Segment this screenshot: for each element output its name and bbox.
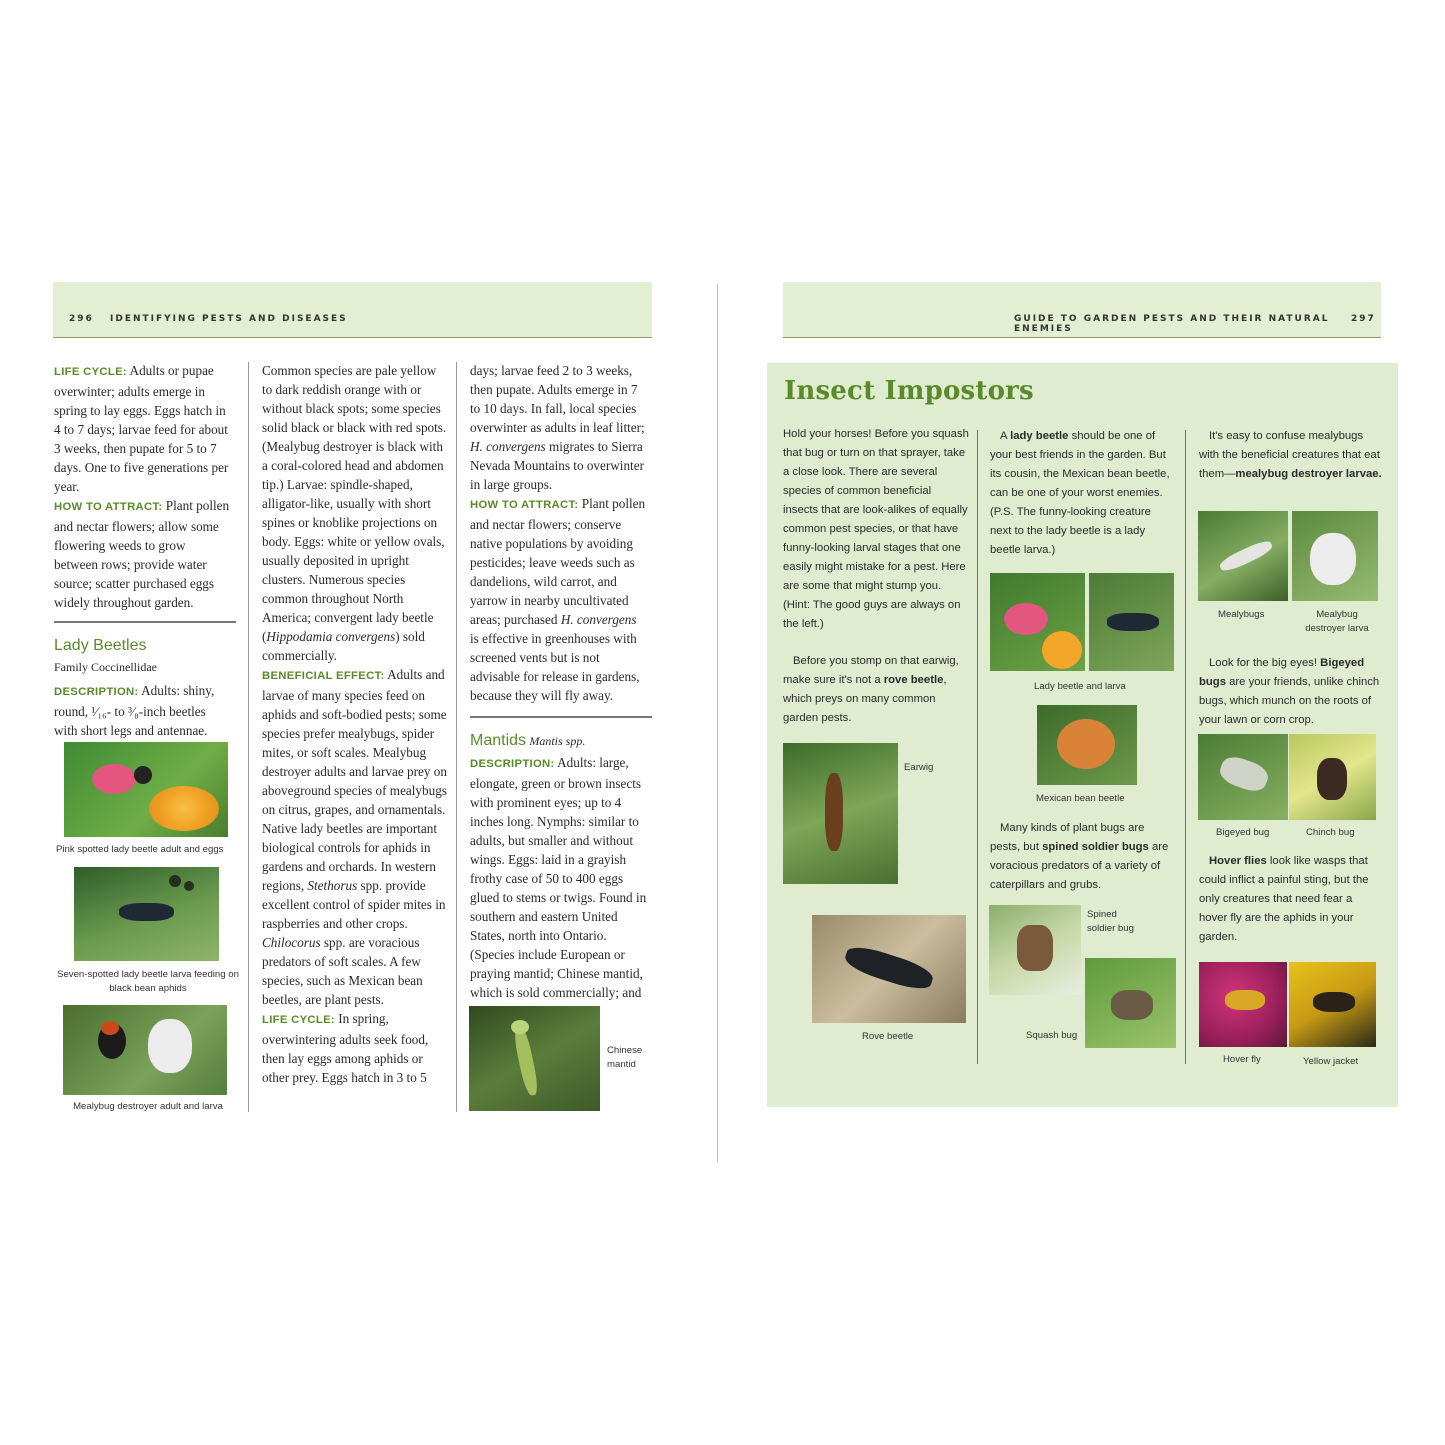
plant-bugs-paragraph: Many kinds of plant bugs are pests, but spined soldier bugs are voracious predators of a variety of caterpillars and grubs. (990, 822, 1169, 891)
left-running-header (53, 282, 652, 338)
pink-lady-beetle-photo (64, 742, 228, 837)
plant-bugs-text (990, 819, 1172, 895)
spined-soldier-bug-caption: Spined soldier bug (1087, 909, 1134, 934)
mealybug-destroyer-caption: Mealybug destroyer adult and larva (73, 1101, 223, 1112)
sidebar-column-1 (783, 425, 969, 728)
sidebar-title: Insect Impostors (784, 376, 1034, 406)
lady-beetles-section (54, 634, 232, 740)
book-spine (717, 284, 718, 1162)
beneficial-effect-paragraph: BENEFICIAL EFFECT: Adults and larvae of many species feed on aphids and soft-bodied pests; some species prefer mealybugs, spider mites, or soft scales. Mealybug destroyer adults and larvae prey on aboveground species of mealybugs on citrus, grapes, and ornamentals. Native lady beetles are important biological controls for aphids in gardens and orchards. In western regions, Stethorus spp. provide excellent control of spider mites in raspberries and other crops. Chilocorus spp. are voracious predators of soft scales. A few species, such as Mexican bean beetles, are plant pests. (262, 667, 447, 1007)
intro-paragraph: Hold your horses! Before you squash that bug or turn on that sprayer, take a close look. There are several species of common beneficial insects that are look-alikes of equally common pest species, or that have funny-looking larval stages that one easily might mistake for a pest. Here are some that might stump you. (Hint: The good guys are always on the left.) (783, 428, 969, 630)
left-column-1 (54, 361, 230, 612)
chinese-mantid-caption: Chinese mantid (607, 1045, 643, 1070)
mealybug-paragraph: It's easy to confuse mealybugs with the beneficial creatures that eat them—mealybug destroyer larvae. (1199, 430, 1382, 480)
left-running-head: IDENTIFYING PESTS AND DISEASES (110, 314, 348, 324)
bigeyed-text (1199, 654, 1383, 730)
mantids-description: DESCRIPTION: Adults: large, elongate, green or brown insects with prominent eyes; up to 4 inches long. Nymphs: similar to adults, but smaller and without wings. Eggs: laid in a grayish frothy case of 50 to 400 eggs glued to stems or twigs. Found in southern and eastern United States, north into Ontario. (Species include European or praying mantid; Chinese mantid, which is sold commercially; and (470, 755, 647, 1000)
lady-beetle-description: DESCRIPTION: Adults: shiny, round, ¹⁄₁₆- to ³⁄₈-inch beetles with short legs and antennae. (54, 683, 215, 738)
lady-beetle-photo (990, 573, 1085, 671)
squash-bug-caption: Squash bug (1026, 1030, 1078, 1041)
larva-photo (74, 867, 219, 961)
rove-beetle-caption: Rove beetle (862, 1031, 914, 1042)
mealybug-destroyer-larva-caption: Mealybug destroyer larva (1305, 609, 1369, 634)
mexican-bean-beetle-photo (1037, 705, 1137, 785)
lady-beetle-paragraph: A lady beetle should be one of your best friends in the garden. But its cousin, the Mexican bean beetle, can be one of your worst enemies. (P.S. The funny-looking creature next to the lady beetle is a lady beetle larva.) (990, 430, 1170, 556)
right-page-number: 297 (1351, 314, 1376, 324)
chinese-mantid-photo (469, 1006, 600, 1111)
mealybugs-photo (1198, 511, 1288, 601)
section-divider (54, 621, 236, 623)
yellow-jacket-caption: Yellow jacket (1303, 1056, 1359, 1067)
sidebar-column-rule (977, 430, 978, 1064)
how-to-attract-paragraph-2: HOW TO ATTRACT: Plant pollen and nectar flowers; conserve native populations by avoiding pesticides; leave weeds such as dandelions, wild carrot, and yarrow in nearby uncultivated areas; purchased H. convergens is effective in greenhouses with screened vents but is not advisable for release in gardens, because they will fly away. (470, 496, 646, 703)
lady-beetle-cycle-paragraph: days; larvae feed 2 to 3 weeks, then pupate. Adults emerge in 7 to 10 days. In fall, local species overwinter as adults in leaf litter; H. convergens migrates to Sierra Nevada Mountains to overwinter in large groups. (470, 363, 645, 492)
how-to-attract-paragraph: HOW TO ATTRACT: Plant pollen and nectar flowers; allow some flowering weeds to grow between rows; provide water source; scatter purchased eggs widely throughout garden. (54, 498, 230, 610)
lady-beetle-larva-photo (1089, 573, 1174, 671)
left-column-2 (262, 361, 448, 1087)
hover-flies-text (1199, 852, 1383, 947)
hover-flies-paragraph: Hover flies look like wasps that could inflict a painful sting, but the only creatures that need fear a hover fly are the aphids in your garden. (1199, 855, 1369, 943)
sidebar-column-2 (990, 427, 1172, 560)
sidebar-column-3 (1199, 427, 1383, 484)
sidebar-column-rule (1185, 430, 1186, 1064)
right-running-head: GUIDE TO GARDEN PESTS AND THEIR NATURAL ENEMIES (1014, 314, 1330, 334)
lady-beetle-species-paragraph: Common species are pale yellow to dark reddish orange with or without black spots; some species solid black or black with red spots. (Mealybug destroyer is black with a coral-colored head and abdomen tip.) Larvae: spindle-shaped, alligator-like, usually with short spines or knoblike projections on body. Eggs: white or yellow ovals, usually deposited in upright clusters. Numerous species common throughout North America; convergent lady beetle (Hippodamia convergens) sold commercially. (262, 363, 447, 663)
mantids-section (470, 729, 648, 1002)
family-name: Family Coccinellidae (54, 660, 157, 674)
bigeyed-bug-photo (1198, 734, 1288, 820)
mealybugs-caption: Mealybugs (1218, 609, 1265, 620)
bigeyed-paragraph: Look for the big eyes! Bigeyed bugs are your friends, unlike chinch bugs, which munch on the roots of your lawn or corn crop. (1199, 657, 1380, 726)
yellow-jacket-photo (1289, 962, 1376, 1047)
right-running-header (783, 282, 1381, 338)
squash-bug-photo (1085, 958, 1176, 1048)
larva-caption: Seven-spotted lady beetle larva feeding on black bean aphids (57, 969, 239, 994)
mealybug-destroyer-larva-photo (1292, 511, 1378, 601)
column-rule (248, 362, 249, 1112)
column-rule (456, 362, 457, 1112)
left-page-number: 296 (69, 314, 94, 324)
spined-soldier-bug-photo (989, 905, 1081, 995)
rove-beetle-photo (812, 915, 966, 1023)
hover-fly-photo (1199, 962, 1287, 1047)
chinch-bug-caption: Chinch bug (1306, 827, 1355, 838)
section-divider (470, 716, 652, 718)
earwig-caption: Earwig (904, 762, 934, 773)
chinch-bug-photo (1289, 734, 1376, 820)
earwig-photo (783, 743, 898, 884)
mealybug-destroyer-photo (63, 1005, 227, 1095)
left-column-3 (470, 361, 648, 705)
life-cycle-paragraph-2: LIFE CYCLE: In spring, overwintering adults seek food, then lay eggs among aphids or other prey. Eggs hatch in 3 to 5 (262, 1011, 429, 1085)
life-cycle-paragraph: LIFE CYCLE: Adults or pupae overwinter; adults emerge in spring to lay eggs. Eggs hatch in 4 to 7 days; larvae feed for about 3 weeks, then pupate for 5 to 7 days. One to five generations per year. (54, 363, 229, 494)
mexican-bean-beetle-caption: Mexican bean beetle (1036, 793, 1125, 804)
hover-fly-caption: Hover fly (1223, 1054, 1261, 1065)
bigeyed-bug-caption: Bigeyed bug (1216, 827, 1270, 838)
lady-beetles-heading: Lady Beetles (54, 637, 147, 654)
pink-lady-beetle-caption: Pink spotted lady beetle adult and eggs (56, 844, 224, 855)
rove-beetle-paragraph: Before you stomp on that earwig, make sure it's not a rove beetle, which preys on many common garden pests. (783, 655, 959, 724)
lady-beetle-larva-caption: Lady beetle and larva (1034, 681, 1126, 692)
mantids-heading: Mantids Mantis spp. (470, 732, 586, 749)
